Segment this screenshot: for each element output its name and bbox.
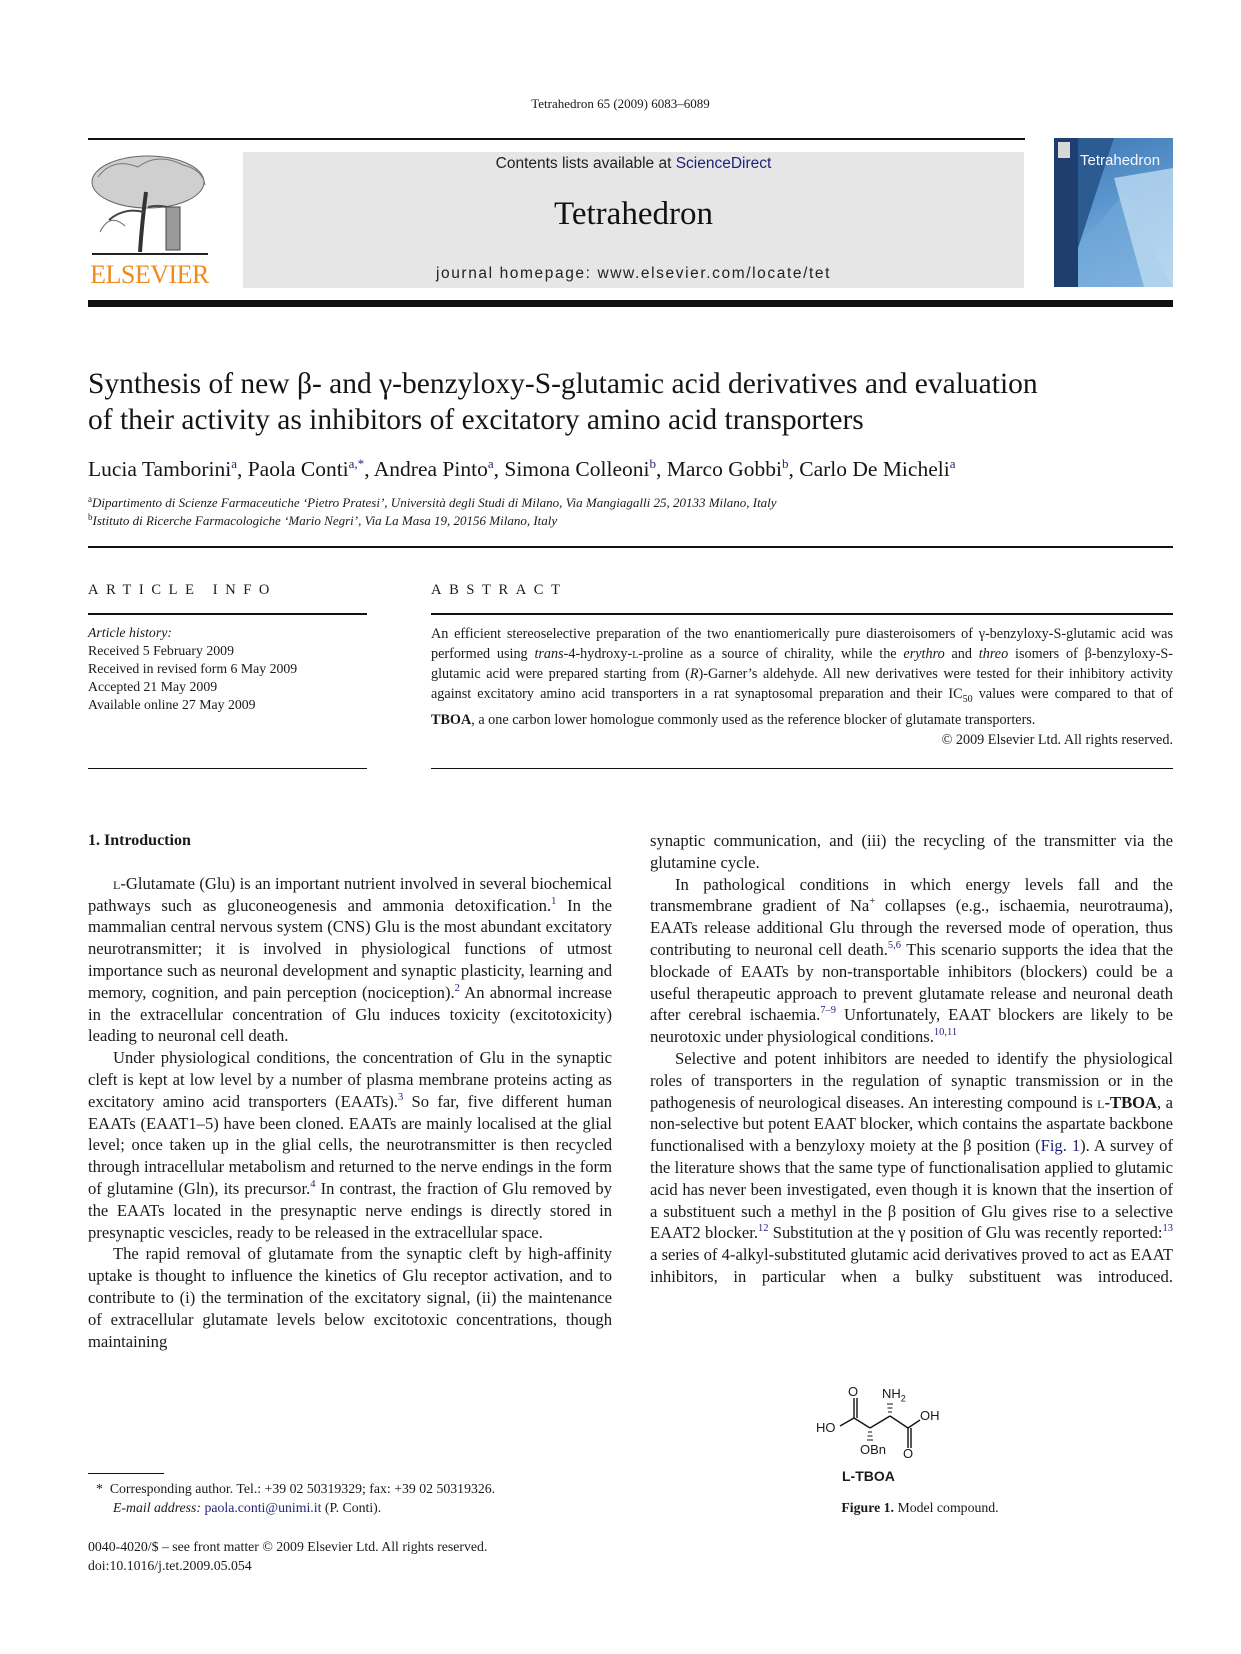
article-info-rule xyxy=(88,613,367,615)
abstract-copyright: © 2009 Elsevier Ltd. All rights reserved. xyxy=(941,731,1173,748)
author-name: Marco Gobbi xyxy=(666,457,782,481)
abstract-heading: ABSTRACT xyxy=(431,582,568,598)
affiliation-text: Istituto di Ricerche Farmacologiche ‘Mario Negri’, Via La Masa 19, 20156 Milano, Italy xyxy=(92,513,558,528)
paragraph: Under physiological conditions, the concentration of Glu in the synaptic cleft is kept at low level by a number of plasma membrane proteins acting as excitatory amino acid transporters (EAATs).$^3$ So far, five different human EAATs (EAAT1–5) have been cloned. EAATs are mainly localised at the glial level; once taken up in the glial cells, the neurotransmitter is then recycled through intracellular metabolism and returned to the nerve endings in the form of glutamine (Gln), its precursor.$^4$ In contrast, the fraction of Glu removed by the EAATs located in the presynaptic nerve endings is directly stored in presynaptic vescicles, ready to be released in the extracellular space. xyxy=(88,1048,612,1242)
elsevier-tree-icon xyxy=(88,152,211,260)
header-bottom-rule xyxy=(88,300,1173,307)
journal-homepage-link[interactable]: journal homepage: www.elsevier.com/locate/tet xyxy=(435,265,832,282)
paragraph: synaptic communication, and (iii) the recycling of the transmitter via the glutamine cycle. xyxy=(650,831,1173,872)
front-matter-rule xyxy=(88,546,1173,548)
atom-obn: OBn xyxy=(860,1442,887,1457)
footnote-rule xyxy=(88,1473,164,1474)
elsevier-logo xyxy=(88,152,211,290)
atom-nh2: $NH_2$ xyxy=(882,1386,906,1404)
cover-title: Tetrahedron xyxy=(1080,152,1161,169)
paragraph: Selective and potent inhibitors are needed to identify the physiological roles of transporters in the regulation of synaptic transmission or in the pathogenesis of neurological diseases. An interesting compound is l-TBOA, a non-selective but potent EAAT blocker, which contains the aspartate backbone functionalised with a benzyloxy moiety at the β position (Fig. 1). A survey of the literature shows that the same type of functionalisation applied to glutamic acid has never been investigated, even though it is known that the insertion of a substituent such a methyl in the β position of Glu gives rise to a selective EAAT2 blocker.$^{12}$ Substitution at the γ position of Glu was recently reported:$^{13}$ a series of 4-alkyl-substituted glutamic acid derivatives proved to act as EAAT inhibitors, in particular when a bulky substituent was introduced. xyxy=(650,1048,1173,1286)
author-affiliation-link[interactable]: b xyxy=(781,456,789,471)
elsevier-wordmark: ELSEVIER xyxy=(90,260,209,289)
history-online: Available online 27 May 2009 xyxy=(88,697,256,712)
citation-link[interactable]: 2 xyxy=(454,982,460,994)
article-history xyxy=(88,624,368,714)
author-list: Lucia Tamborini$^a$, Paola Conti$^{a,*}$, Andrea Pinto$^a$, Simona Colleoni$^b$, Marco Gobbi$^b$, Carlo De Micheli$^a$ xyxy=(88,456,956,481)
author-name: Carlo De Micheli xyxy=(799,457,950,481)
atom-o-bottom: O xyxy=(903,1446,914,1461)
paragraph: In pathological conditions in which energy levels fall and the transmembrane gradient of Na+ collapses (e.g., ischaemia, neurotrauma), EAATs release additional Glu through the reversed mode of operation, thus contributing to neuronal cell death.$^{5,6}$ This scenario supports the idea that the blockade of EAATs by non-transportable inhibitors (blockers) could be a useful therapeutic approach to prevent glutamate release and neuronal death after cerebral ischaemia.$^{7-9}$ Unfortunately, EAAT blockers are likely to be neurotoxic under physiological conditions.$^{10,11}$ xyxy=(650,874,1174,1047)
citation-link[interactable]: 3 xyxy=(397,1091,404,1103)
front-matter-info xyxy=(88,1537,648,1575)
journal-cover-image xyxy=(1054,138,1173,287)
abstract-bottom-rule xyxy=(431,768,1173,769)
citation-link[interactable]: 5,6 xyxy=(887,939,902,951)
corresponding-author-note: * Corresponding author. Tel.: +39 02 50319329; fax: +39 02 50319326. xyxy=(96,1481,496,1496)
history-accepted: Accepted 21 May 2009 xyxy=(88,679,218,694)
author-affiliation-link[interactable]: a xyxy=(487,456,494,471)
author-affiliation-link[interactable]: a,* xyxy=(348,456,365,471)
footnotes xyxy=(88,1480,648,1517)
paragraph: The rapid removal of glutamate from the synaptic cleft by high-affinity uptake is thought to influence the kinetics of Glu receptor activation, and to contribute to (i) the termination of the excitatory signal, (ii) the maintenance of extracellular glutamate levels below excitotoxic concentrations, though maintaining xyxy=(88,1244,612,1351)
doi-link[interactable]: doi:10.1016/j.tet.2009.05.054 xyxy=(88,1558,252,1573)
affiliation-label: b xyxy=(88,512,93,522)
atom-oh: OH xyxy=(920,1408,940,1423)
journal-title: Tetrahedron xyxy=(554,196,713,232)
history-received: Received 5 February 2009 xyxy=(88,643,234,658)
title-line-1: Synthesis of new β- and γ-benzyloxy-S-glutamic acid derivatives and evaluation xyxy=(88,368,1038,400)
email-note: E-mail address: paola.conti@unimi.it (P. Conti). xyxy=(113,1499,382,1515)
figure-1-structure xyxy=(810,1384,1030,1492)
email-link[interactable]: paola.conti@unimi.it xyxy=(204,1499,322,1515)
citation-link[interactable]: 10,11 xyxy=(933,1027,958,1039)
abstract-text: An efficient stereoselective preparation of the two enantiomerically pure diasteroisomers of γ-benzyloxy-S-glutamic acid was performed using trans-4-hydroxy-l-proline as a source of chirality, while the erythro and threo isomers of β-benzyloxy-S-glutamic acid were prepared starting from (R)-Garner’s aldehyde. All new derivatives were tested for their inhibitory activity against excitatory amino acid transporters in a rat synaptosomal preparation and their $IC_{50}$ values were compared to that of TBOA, a one carbon lower homologue commonly used as the reference blocker of glutamate transporters. xyxy=(431,626,1173,728)
article-title xyxy=(88,366,1178,438)
abstract-rule xyxy=(431,613,1173,615)
abstract-body xyxy=(431,624,1173,750)
issn-line: 0040-4020/$ – see front matter © 2009 Elsevier Ltd. All rights reserved. xyxy=(88,1539,488,1554)
compound-label: L-TBOA xyxy=(842,1468,895,1484)
history-revised: Received in revised form 6 May 2009 xyxy=(88,661,298,676)
author-affiliation-link[interactable]: a xyxy=(949,456,956,471)
history-label: Article history: xyxy=(88,625,172,640)
caption-text: Model compound. xyxy=(894,1500,999,1515)
author-name: Simona Colleoni xyxy=(504,457,650,481)
title-line-2: of their activity as inhibitors of excitatory amino acid transporters xyxy=(88,404,864,436)
paragraph: l-Glutamate (Glu) is an important nutrient involved in several biochemical pathways such as gluconeogenesis and ammonia detoxification.$^1$ In the mammalian central nervous system (CNS) Glu is the most abundant excitatory neurotransmitter; it is involved in physiological functions of utmost importance such as neuronal development and synaptic plasticity, learning and memory, cognition, and pain perception (nociception).$^2$ An abnormal increase in the extracellular concentration of Glu induces toxicity (excitotoxicity) leading to neuronal cell death. xyxy=(88,873,613,1046)
author-name: Lucia Tamborini xyxy=(88,457,232,481)
contents-line xyxy=(243,155,1024,173)
affiliation-text: Dipartimento di Scienze Farmaceutiche ‘Pietro Pratesi’, Università degli Studi di Milano, Via Mangiagalli 25, 20133 Milano, Italy xyxy=(92,495,777,510)
citation-link[interactable]: 1 xyxy=(551,895,557,907)
body-right-column xyxy=(650,830,1173,1288)
article-info-bottom-rule xyxy=(88,768,367,769)
citation-link[interactable]: 13 xyxy=(1162,1223,1173,1235)
affiliation-label: a xyxy=(88,494,92,504)
citation-link[interactable]: 4 xyxy=(310,1178,316,1190)
citation-link[interactable]: 7–9 xyxy=(820,1005,837,1017)
author-affiliation-link[interactable]: b xyxy=(649,456,656,471)
caption-label: Figure 1. xyxy=(841,1500,894,1515)
figure-1-caption xyxy=(780,1500,1060,1516)
article-info-heading: ARTICLE INFO xyxy=(88,582,278,598)
sciencedirect-link[interactable]: ScienceDirect xyxy=(675,155,772,172)
affiliation-a xyxy=(88,494,777,511)
contents-prefix: Contents lists available at xyxy=(495,155,676,172)
figure-1-link[interactable]: Fig. 1 xyxy=(1040,1136,1081,1156)
body-left-column xyxy=(88,830,612,1352)
author-name: Andrea Pinto xyxy=(373,457,488,481)
section-heading: 1. Introduction xyxy=(88,832,191,849)
journal-banner xyxy=(243,152,1024,288)
author-affiliation-link[interactable]: a xyxy=(231,456,237,471)
header-top-rule xyxy=(88,138,1025,140)
atom-ho: HO xyxy=(816,1420,836,1435)
affiliation-b xyxy=(88,512,557,529)
citation-link[interactable]: 12 xyxy=(757,1223,769,1235)
author-name: Paola Conti xyxy=(247,457,349,481)
footnote-marker: * xyxy=(96,1481,103,1496)
running-head: Tetrahedron 65 (2009) 6083–6089 xyxy=(531,96,710,111)
atom-o-top: O xyxy=(848,1384,859,1399)
